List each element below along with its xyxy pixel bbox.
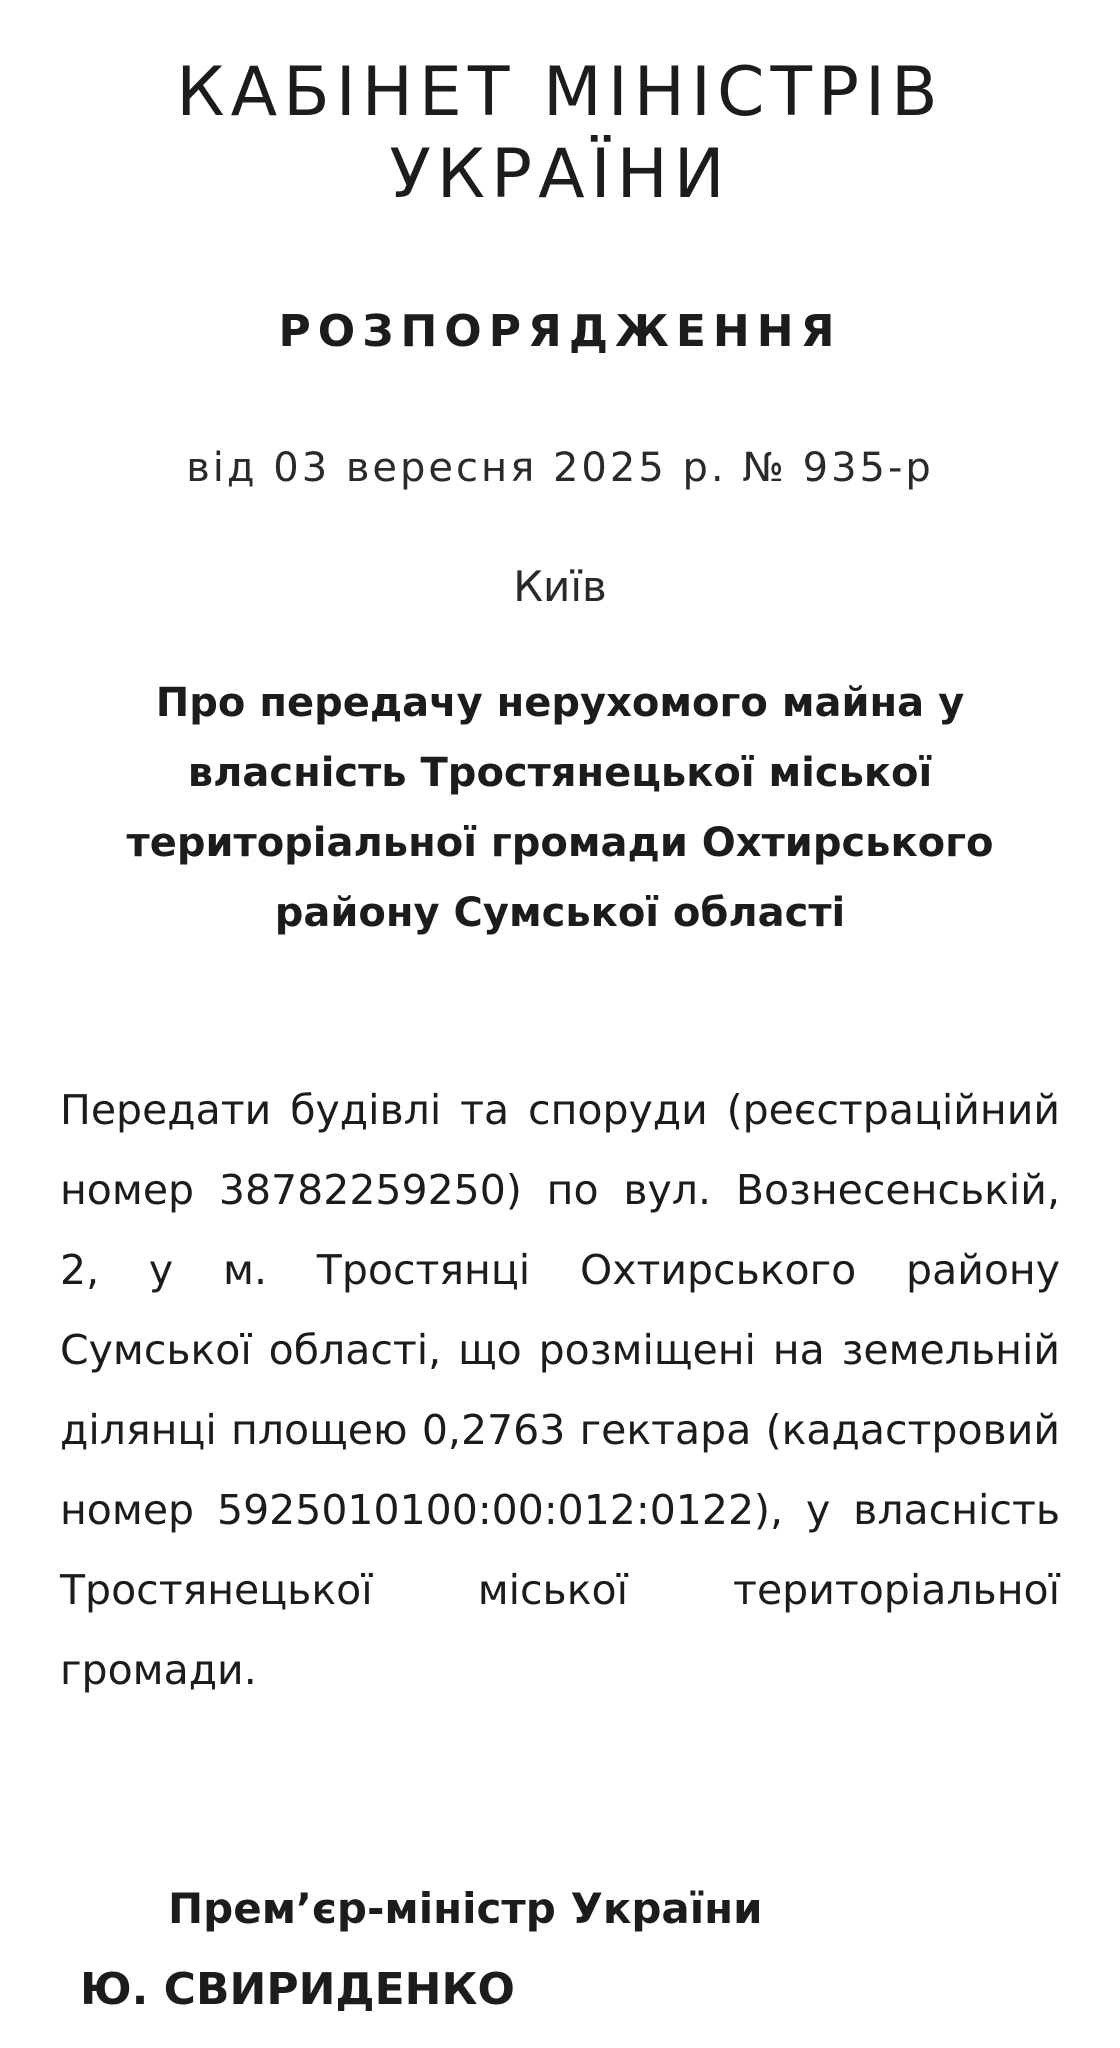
organization-title-line1: КАБІНЕТ МІНІСТРІВ: [176, 53, 944, 132]
document-subject: [120, 668, 1000, 948]
signatory-title: Прем’єр-міністр України: [168, 1884, 763, 1933]
signatory-name: Ю. СВИРИДЕНКО: [80, 1964, 515, 2015]
document-body-text: Передати будівлі та споруди (реєстраційний номер 38782259250) по вул. Вознесенській, 2, у м. Тростянці Охтирського району Сумської області, що розміщені на земельній ділянці площею 0,2763 гектара (кадастровий номер 5925010100:00:012:0122), у власність Тростянецької міської територіальної громади.: [60, 1086, 1060, 1694]
document-city: Київ: [513, 562, 607, 611]
subject-line4: району Сумської області: [274, 890, 846, 936]
organization-title: [0, 52, 1120, 216]
subject-line3: територіальної громади Охтирського: [126, 820, 994, 866]
organization-title-line2: УКРАЇНИ: [389, 135, 731, 214]
document-type: РОЗПОРЯДЖЕННЯ: [278, 306, 842, 357]
subject-line2: власність Тростянецької міської: [187, 750, 933, 796]
subject-line1: Про передачу нерухомого майна у: [155, 680, 965, 726]
document-date-number: від 03 вересня 2025 р. № 935-р: [186, 445, 934, 491]
